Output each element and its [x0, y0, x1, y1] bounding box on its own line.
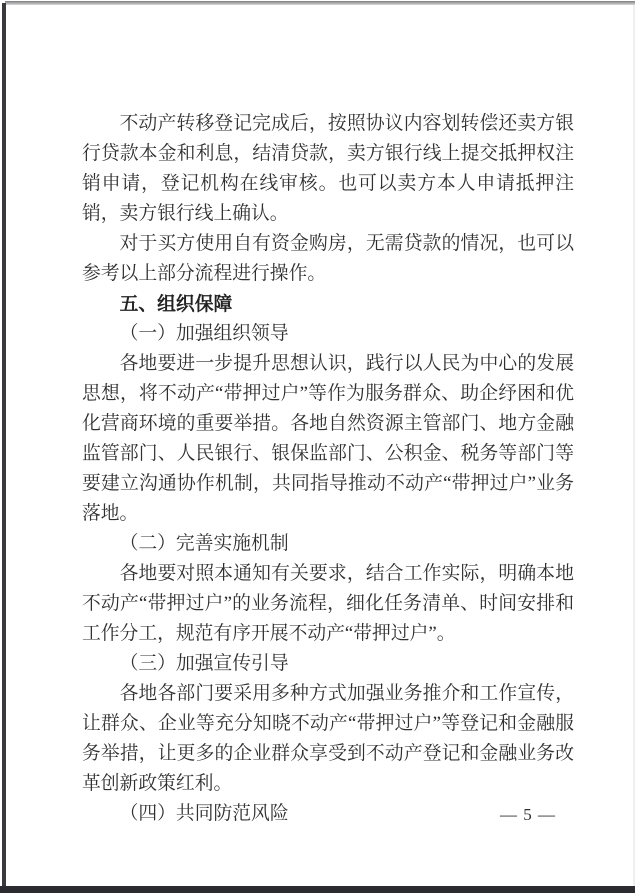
subsection-heading-1-strengthen-leadership: （一）加强组织领导 [119, 323, 289, 344]
subsection-heading-3-strengthen-publicity: （三）加强宣传引导 [119, 653, 289, 674]
paragraph-mortgage-settlement: 不动产转移登记完成后，按照协议内容划转偿还卖方银行贷款本金和利息，结清贷款，卖方银行线上提交抵押权注销申请，登记机构在线审核。也可以卖方本人申请抵押注销，卖方银行线上确认。 [82, 113, 574, 224]
paragraph-strengthen-publicity-body: 各地各部门要采用多种方式加强业务推介和工作宣传，让群众、企业等充分知晓不动产“带押过户”等登记和金融服务举措，让更多的企业群众享受到不动产登记和金融业务改革创新政策红利。 [82, 683, 574, 794]
subsection-heading-2-improve-implementation: （二）完善实施机制 [119, 533, 289, 554]
page-number: — 5 — [500, 805, 556, 824]
paragraph-improve-implementation-body: 各地要对照本通知有关要求，结合工作实际，明确本地不动产“带押过户”的业务流程，细化任务清单、时间安排和工作分工，规范有序开展不动产“带押过户”。 [82, 563, 574, 644]
scan-left-edge [2, 3, 6, 893]
scan-bottom-edge [0, 886, 635, 893]
paragraph-strengthen-leadership-body: 各地要进一步提升思想认识，践行以人民为中心的发展思想，将不动产“带押过户”等作为服务群众、助企纾困和优化营商环境的重要举措。各地自然资源主管部门、地方金融监管部门、人民银行、银保监部门、公积金、税务等部门等要建立沟通协作机制，共同指导推动不动产“带押过户”业务落地。 [82, 353, 574, 524]
paragraph-own-funds-purchase: 对于买方使用自有资金购房，无需贷款的情况，也可以参考以上部分流程进行操作。 [82, 233, 574, 284]
section-heading-organizational-guarantee: 五、组织保障 [119, 293, 233, 314]
scan-top-edge [5, 1, 635, 5]
document-body [82, 109, 574, 829]
subsection-heading-4-joint-risk-prevention: （四）共同防范风险 [119, 803, 289, 824]
